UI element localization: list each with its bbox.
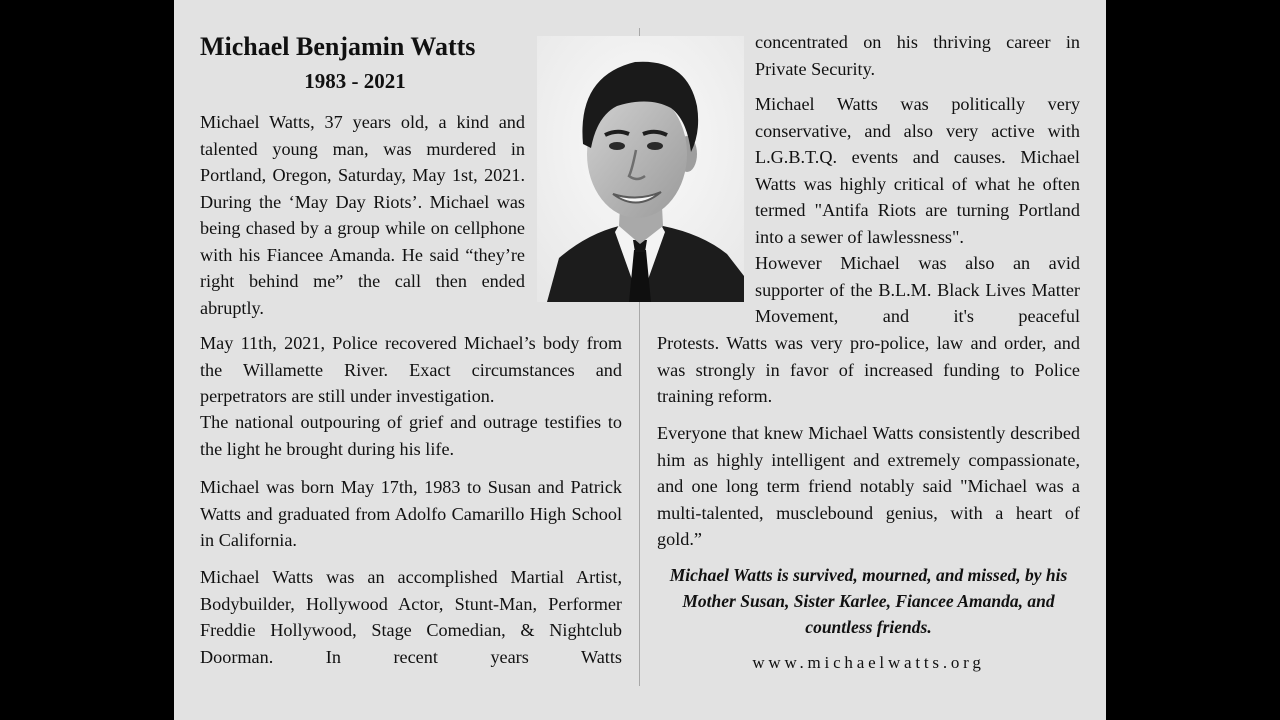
- survived-by-statement: Michael Watts is survived, mourned, and missed, by his Mother Susan, Sister Karlee, Fiancee Amanda, and countless friends.: [669, 565, 1068, 637]
- obituary-paragraph-2b: The national outpouring of grief and outrage testifies to the light he brought during his life.: [200, 412, 622, 459]
- obituary-paragraph-4: Michael Watts was an accomplished Martial Artist, Bodybuilder, Hollywood Actor, Stunt-Man, Performer Freddie Hollywood, Stage Comedian, & Nightclub Doorman. In recent years Watts: [200, 567, 622, 667]
- obituary-paragraph-6b: Protests. Watts was very pro-police, law and order, and was strongly in favor of increased funding to Police training reform.: [657, 333, 1080, 406]
- obituary-paragraph-7: Everyone that knew Michael Watts consistently described him as highly intelligent and extremely compassionate, and one long term friend notably said "Michael was a multi-talented, musclebound genius, with a heart of gold.”: [657, 423, 1080, 549]
- life-years: 1983 - 2021: [304, 69, 406, 93]
- obituary-paragraph-1: Michael Watts, 37 years old, a kind and talented young man, was murdered in Portland, Oregon, Saturday, May 1st, 2021. During the ‘May Day Riots’. Michael was being chased by a group while on cellphone with his Fiancee Amanda. He said “they’re right behind me” the call then ended abruptly.: [200, 112, 525, 318]
- obituary-paragraph-5: Michael Watts was politically very conservative, and also very active with L.G.B.T.Q. events and causes. Michael Watts was highly critical of what he often termed "Antifa Riots are turning Portland into a sewer of lawlessness".: [755, 94, 1080, 247]
- obituary-page: [174, 0, 1106, 720]
- memorial-website: www.michaelwatts.org: [752, 653, 985, 672]
- portrait-photo: [537, 36, 744, 302]
- obituary-paragraph-3: Michael was born May 17th, 1983 to Susan and Patrick Watts and graduated from Adolfo Camarillo High School in California.: [200, 477, 622, 550]
- obituary-title: Michael Benjamin Watts: [200, 32, 476, 61]
- obituary-paragraph-4-continued: concentrated on his thriving career in Private Security.: [755, 32, 1080, 79]
- obituary-paragraph-2a: May 11th, 2021, Police recovered Michael’s body from the Willamette River. Exact circumstances and perpetrators are still under investigation.: [200, 333, 622, 406]
- obituary-paragraph-6a: However Michael was also an avid supporter of the B.L.M. Black Lives Matter Movement, and it's peaceful: [755, 253, 1080, 326]
